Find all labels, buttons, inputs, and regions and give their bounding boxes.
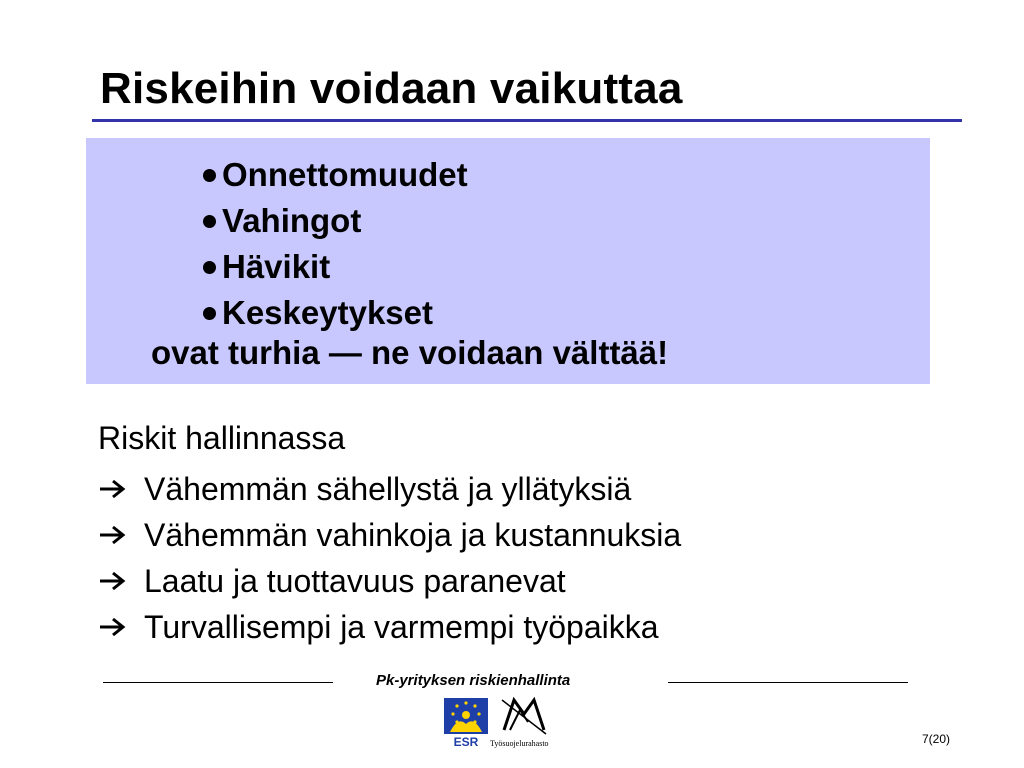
right-arrow-icon [98,617,126,637]
bullet-icon [203,261,216,274]
list-item [98,604,681,650]
footer-divider [103,682,333,683]
right-arrow-icon [98,571,126,591]
list-item [98,466,681,512]
footer-divider [668,682,908,683]
section-heading: Riskit hallinnassa [98,420,346,456]
footer-caption: Pk-yrityksen riskienhallinta [376,672,571,689]
outcome-list [98,466,681,650]
slide-title: Riskeihin voidaan vaikuttaa [100,64,683,113]
list-item-label: Laatu ja tuottavuus paranevat [144,563,566,599]
bullet-icon [203,169,216,182]
list-item-label: Vahingot [222,202,362,239]
conclusion-text: ovat turhia — ne voidaan välttää! [151,334,669,371]
title-underline [92,119,962,122]
page-number: 7(20) [922,732,951,746]
bullet-icon [203,307,216,320]
list-item [199,152,468,198]
list-item-label: Turvallisempi ja varmempi työpaikka [144,609,659,645]
right-arrow-icon [98,525,126,545]
risk-list [199,152,468,336]
list-item [199,290,468,336]
esr-logo [444,698,488,748]
list-item [199,244,468,290]
list-item-label: Onnettomuudet [222,156,468,193]
list-item-label: Vähemmän vahinkoja ja kustannuksia [144,517,682,553]
bullet-icon [203,215,216,228]
list-item-label: Keskeytykset [222,294,433,331]
list-item-label: Hävikit [222,248,331,285]
list-item [98,512,681,558]
svg-text:ESR: ESR [453,735,479,748]
list-item [199,198,468,244]
list-item [98,558,681,604]
right-arrow-icon [98,479,126,499]
list-item-label: Vähemmän sähellystä ja yllätyksiä [144,471,632,507]
tyosuojelurahasto-label: Työsuojelurahasto [490,739,549,748]
